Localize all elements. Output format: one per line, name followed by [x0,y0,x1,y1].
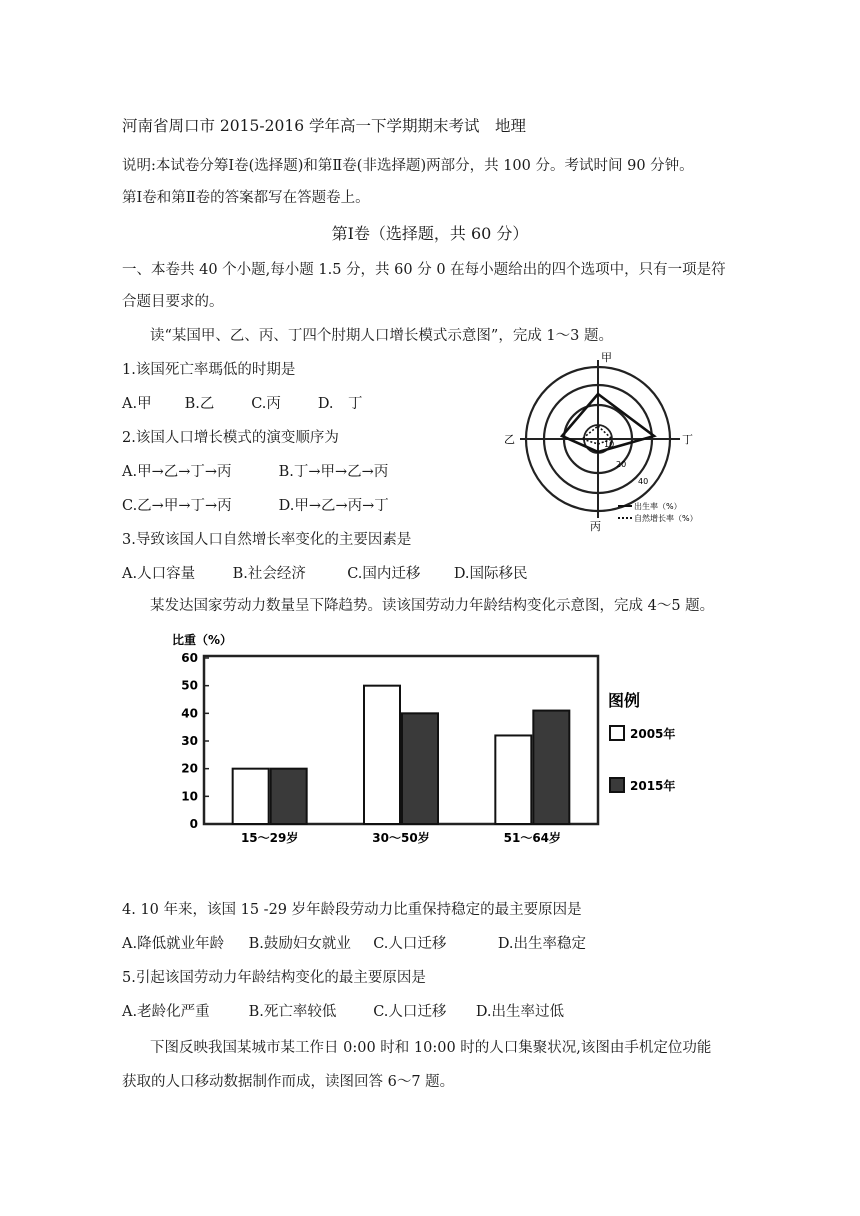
ring-label-20: 20 [616,460,627,469]
option-d[interactable]: D.出生率稳定 [497,936,587,952]
y-tick-label: 10 [181,789,198,804]
question-5-options [122,1002,564,1022]
labor-age-structure-chart [168,628,708,848]
legend-label: 2015年 [630,779,676,793]
bar-2015 [533,711,569,824]
question-2: 2.该国人口增长模式的演变顺序为 [122,430,339,446]
option-b[interactable]: B.丁→甲→乙→丙 [278,464,389,480]
question-4: 4. 10 年来，该国 15 -29 岁年龄段劳动力比重保持稳定的最主要原因是 [122,902,582,918]
option-c[interactable]: C.人口迁移 [373,1004,447,1020]
note-line-1: 说明:本试卷分筹Ⅰ卷(选择题)和第Ⅱ卷(非选择题)两部分，共 100 分。考试时间 90 分钟。 [122,158,694,174]
ring-label-40: 40 [638,477,649,486]
option-b[interactable]: B.乙 [184,396,215,412]
reading-prompt-3-line-1: 下图反映我国某城市某工作日 0:00 时和 10:00 时的人口集聚状况,该图由手机定位功能 [150,1040,712,1056]
x-tick-label: 30～50岁 [372,831,430,845]
y-tick-label: 50 [181,678,198,693]
instruction-line-1: 一、本卷共 40 个小题,每小题 1.5 分，共 60 分 0 在每小题给出的四个选项中，只有一项是符 [122,262,726,278]
bar-2005 [495,735,531,824]
option-c[interactable]: C.人口迁移 [373,936,447,952]
reading-prompt-1: 读“某国甲、乙、丙、丁四个肘期人口增长模式示意图”，完成 1～3 题。 [150,328,613,344]
instruction-line-2: 合题目要求的。 [122,294,224,310]
legend-swatch [610,726,624,740]
option-a[interactable]: A.甲 [122,396,152,412]
axis-label-jia: 甲 [601,352,612,364]
legend-title: 图例 [608,691,641,710]
option-b[interactable]: B.社会经济 [232,566,306,582]
question-1-options [122,394,363,414]
option-a[interactable]: A.人口容量 [122,566,196,582]
option-c[interactable]: C.丙 [251,396,281,412]
option-d[interactable]: D.出生率过低 [475,1004,565,1020]
option-c[interactable]: C.乙→甲→丁→丙 [122,498,232,514]
legend-birth-rate: 出生率（%） [634,502,682,511]
option-b[interactable]: B.鼓励妇女就业 [248,936,351,952]
question-2-options-ab [122,462,388,482]
bar-2005 [233,769,269,824]
reading-prompt-3-line-2: 获取的人口移动数据制作而成，读图回答 6～7 题。 [122,1074,455,1090]
section-title: 第Ⅰ卷（选择题，共 60 分） [331,224,529,243]
question-3-options [122,564,528,584]
legend-swatch [610,778,624,792]
note-line-2: 第Ⅰ卷和第Ⅱ卷的答案都写在答题卷上。 [122,190,370,206]
question-5: 5.引起该国劳动力年龄结构变化的最主要原因是 [122,970,426,986]
ring-label-10: 10 [604,440,615,449]
option-a[interactable]: A.降低就业年龄 [122,936,225,952]
axis-label-bing: 丙 [590,520,601,532]
doc-title: 河南省周口市 2015-2016 学年高一下学期期末考试 地理 [122,117,526,135]
option-b[interactable]: B.死亡率较低 [248,1004,337,1020]
question-4-options [122,934,586,954]
question-1: 1.该国死亡率瑪低的时期是 [122,362,296,378]
bar-2005 [364,686,400,824]
question-3: 3.导致该国人口自然增长率变化的主要因素是 [122,532,412,548]
legend-label: 2005年 [630,727,676,741]
option-a[interactable]: A.老龄化严重 [122,1004,210,1020]
bar-2015 [402,713,438,824]
y-tick-label: 60 [181,651,198,665]
population-growth-diagram [500,352,705,532]
reading-prompt-2: 某发达国家劳动力数量呈下降趋势。读该国劳动力年龄结构变化示意图，完成 4～5 题。 [150,598,715,614]
legend-natural-growth: 自然增长率（%） [634,514,698,523]
axis-label-yi: 乙 [504,433,515,446]
option-d[interactable]: D.国际移民 [453,566,528,582]
x-tick-label: 15～29岁 [240,831,299,845]
y-tick-label: 0 [189,817,198,831]
option-a[interactable]: A.甲→乙→丁→丙 [122,464,232,480]
y-tick-label: 40 [181,706,198,721]
axis-label-ding: 丁 [682,433,693,446]
x-tick-label: 51～64岁 [503,831,562,845]
option-d[interactable]: D. 丁 [317,396,363,412]
y-tick-label: 30 [181,734,198,748]
option-c[interactable]: C.国内迁移 [347,566,421,582]
y-tick-label: 20 [181,761,198,776]
option-d[interactable]: D.甲→乙→丙→丁 [278,498,389,514]
question-2-options-cd [122,496,389,516]
y-axis-label: 比重（%） [172,633,233,647]
bar-2015 [271,769,307,824]
